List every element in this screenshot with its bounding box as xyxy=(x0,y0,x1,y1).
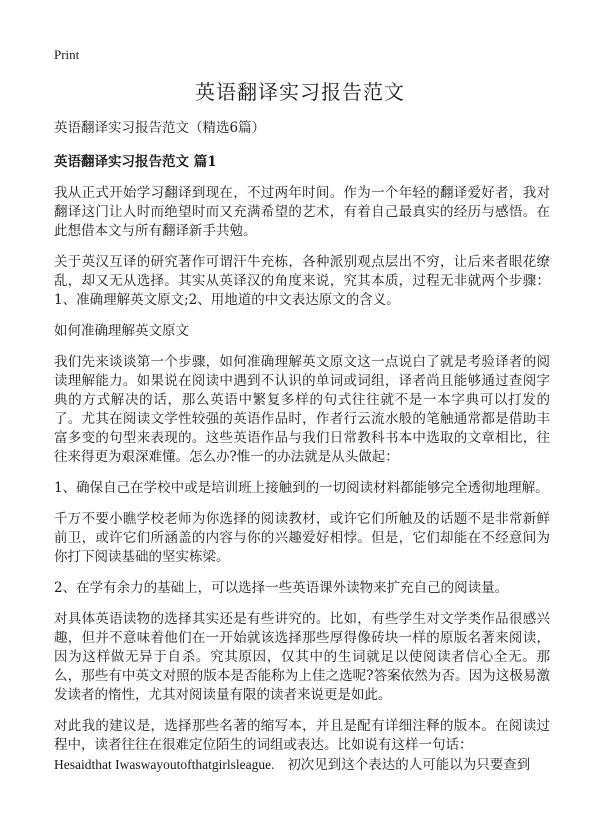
paragraph: 对此我的建议是，选择那些名著的缩写本，并且是配有详细注释的版本。在阅读过程中，读者往往在很难定位陌生的词组或表达。比如说有这样一句话： xyxy=(54,718,550,753)
paragraph: 千万不要小瞧学校老师为你选择的阅读教材，或许它们所触及的话题不是非常新鲜前卫，或许它们所涵盖的内容与你的兴趣爱好相悖。但是，它们却能在不经意间为你打下阅读基础的坚实栋梁。 xyxy=(54,511,550,565)
paragraph: 我们先来谈谈第一个步骤，如何准确理解英文原文这一点说白了就是考验译者的阅读理解能力。如果说在阅读中遇到不认识的单词或词组，译者尚且能够通过查阅字典的方式解决的话，那么英语中繁复多样的句式往往就不是一本字典可以打发的了。尤其在阅读文学性较强的英语作品时，作者行云流水般的笔触通常都是借助丰富多变的句型来表现的。这些英语作品与我们日常教科书本中选取的文章相比，往往来得更为艰深难懂。怎么办?惟一的办法就是从头做起： xyxy=(54,354,550,465)
paragraph: 1、确保自己在学校中或是培训班上接触到的一切阅读材料都能够完全透彻地理解。 xyxy=(54,480,549,496)
paragraph: 关于英汉互译的研究著作可谓汗牛充栋，各种派别观点层出不穷，让后来者眼花缭乱，却又无从选择。其实从英译汉的角度来说，究其本质，过程无非就两个步骤：1、准确理解英文原文;2、用地道的中文表达原文的含义。 xyxy=(54,254,550,308)
paragraph: 对具体英语读物的选择其实还是有些讲究的。比如，有些学生对文学类作品很感兴趣，但并不意味着他们在一开始就该选择那些厚得像砖块一样的原版名著来阅读，因为这样做无异于自杀。究其原因，仅其中的生词就足以使阅读者信心全无。那么，那些有中英文对照的版本是否能称为上佳之选呢?答案依然为否。因为这极易激发读者的惰性，尤其对阅读量有限的读者来说更是如此。 xyxy=(54,611,550,703)
paragraph: 2、在学有余力的基础上，可以选择一些英语课外读物来扩充自己的阅读量。 xyxy=(54,580,509,596)
document-body xyxy=(54,118,550,787)
paragraph-fragment: 初次见到这个表达的人可能以为只要查到 xyxy=(287,757,531,773)
document-subtitle: 英语翻译实习报告范文（精选6篇） xyxy=(54,120,266,136)
english-example-sentence: Hesaidthat Iwaswayoutofthatgirlsleague. xyxy=(54,757,275,772)
document-title: 英语翻译实习报告范文 xyxy=(195,80,405,104)
paragraph: 我从正式开始学习翻译到现在，不过两年时间。作为一个年轻的翻译爱好者，我对翻译这门让人时而绝望时而又充满希望的艺术，有着自己最真实的经历与感悟。在此想借本文与所有翻译新手共勉。 xyxy=(54,185,550,239)
paragraph-last-line xyxy=(54,755,550,775)
print-link[interactable]: Print xyxy=(54,47,80,62)
section-heading: 英语翻译实习报告范文 篇1 xyxy=(54,154,217,170)
paragraph: 如何准确理解英文原文 xyxy=(54,323,189,339)
